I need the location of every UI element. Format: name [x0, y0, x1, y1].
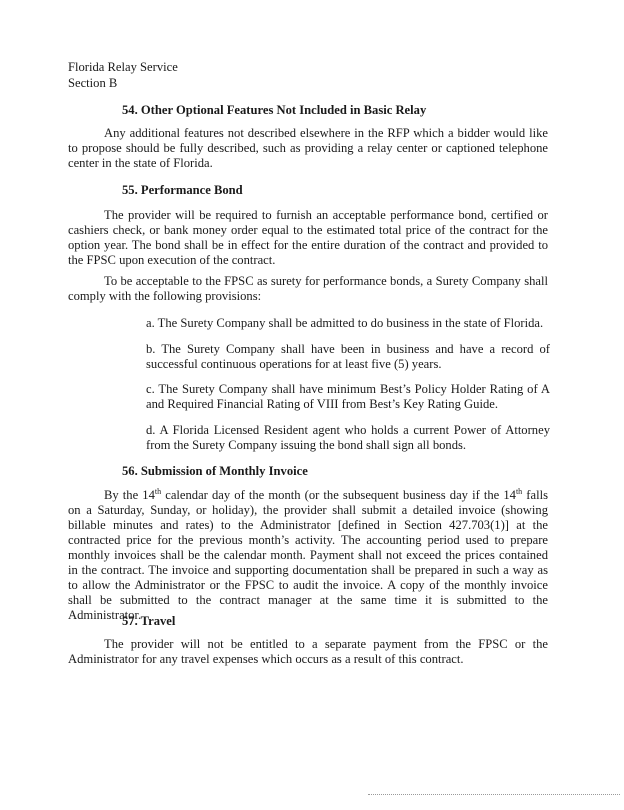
paragraph-55-2: To be acceptable to the FPSC as surety for performance bonds, a Surety Company shall comply with the following provisions:	[68, 274, 548, 303]
heading-section-55: 55. Performance Bond	[122, 183, 243, 197]
header-section: Section B	[68, 75, 118, 90]
paragraph-57-1: The provider will not be entitled to a separate payment from the FPSC or the Administrator for any travel expenses which occurs as a result of this contract.	[68, 637, 548, 666]
document-header	[68, 60, 178, 91]
invoice-text-start: By the 14	[104, 488, 155, 502]
paragraph-55-1: The provider will be required to furnish an acceptable performance bond, certified or cashiers check, or bank money order equal to the estimated total price of the contract for the option year. The bond shall be in effect for the entire duration of the contract and provided to the FPSC upon execution of the contract.	[68, 208, 548, 267]
scan-edge-line	[368, 794, 620, 795]
paragraph-54-1: Any additional features not described elsewhere in the RFP which a bidder would like to propose should be fully described, such as providing a relay center or captioned telephone center in the state of Florida.	[68, 126, 548, 170]
list-item-c: c. The Surety Company shall have minimum Best’s Policy Holder Rating of A and Required Financial Rating of VIII from Best’s Key Rating Guide.	[146, 382, 550, 411]
ordinal-suffix-2: th	[515, 486, 523, 496]
heading-section-56: 56. Submission of Monthly Invoice	[122, 464, 308, 478]
heading-section-57: 57. Travel	[122, 614, 176, 628]
invoice-text-end: falls on a Saturday, Sunday, or holiday), the provider shall submit a detailed invoice (showing billable minutes and rates) to the Administrator [defined in Section 427.703(1)] at the contracted price for the previous month’s activity. The accounting period used to prepare monthly invoices shall be the calendar month. Payment shall not exceed the prices contained in the contract. The invoice and supporting documentation shall be prepared in such a way as to allow the Administrator or the FPSC to audit the invoice. A copy of the monthly invoice shall be submitted to the contract manager at the same time it is submitted to the Administrator.	[68, 488, 548, 622]
list-item-d: d. A Florida Licensed Resident agent who holds a current Power of Attorney from the Surety Company issuing the bond shall sign all bonds.	[146, 423, 550, 452]
ordinal-suffix-1: th	[154, 486, 162, 496]
header-title: Florida Relay Service	[68, 60, 178, 74]
paragraph-56-1	[68, 488, 548, 623]
heading-section-54: 54. Other Optional Features Not Included in Basic Relay	[122, 103, 427, 117]
invoice-text-middle: calendar day of the month (or the subsequent business day if the 14	[161, 488, 516, 502]
list-item-a: a. The Surety Company shall be admitted to do business in the state of Florida.	[146, 316, 544, 330]
list-item-b: b. The Surety Company shall have been in business and have a record of successful continuous operations for at least five (5) years.	[146, 342, 550, 371]
